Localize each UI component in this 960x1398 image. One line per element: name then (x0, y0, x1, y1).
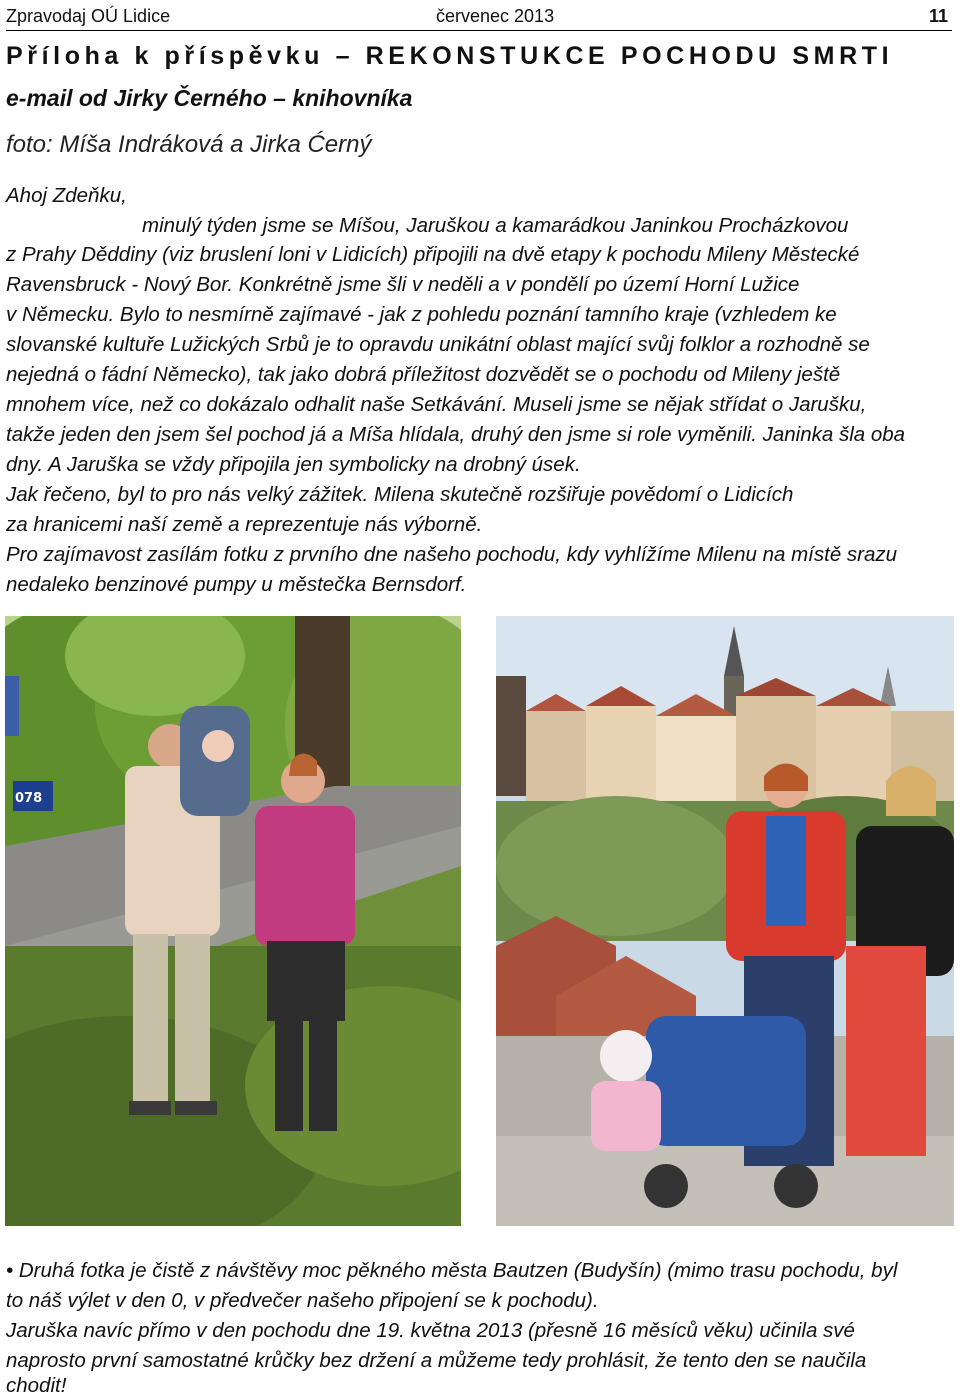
body-line: Pro zajímavost zasílám fotku z prvního dne našeho pochodu, kdy vyhlížíme Milenu na místě srazu (6, 543, 898, 566)
caption-line: to náš výlet v den 0, v předvečer našeho připojení se k pochodu). (6, 1289, 599, 1312)
publication-name: Zpravodaj OÚ Lidice (6, 6, 171, 26)
photo-bautzen-bridge (496, 616, 954, 1226)
caption-line: naprosto první samostatné krůčky bez držení a můžeme tedy prohlásit, že tento den se naučila (6, 1349, 867, 1372)
page-number: 11 (928, 6, 948, 26)
road-sign-number: 078 (15, 791, 43, 806)
page-header (6, 4, 952, 31)
body-line: Ravensbruck - Nový Bor. Konkrétně jsme šli v neděli a v pondělí po území Horní Lužice (6, 273, 800, 296)
body-line: za hranicemi naší země a reprezentuje nás výborně. (6, 513, 483, 536)
body-line: v Německu. Bylo to nesmírně zajímavé - jak z pohledu poznání tamního kraje (vzhledem ke (6, 303, 837, 326)
photo-hikers-roadside (5, 616, 461, 1226)
photo-credit: foto: Míša Indráková a Jirka Ćerný (6, 131, 372, 158)
caption-line: Jaruška navíc přímo v den pochodu dne 19. května 2013 (přesně 16 měsíců věku) učinila své (6, 1319, 855, 1342)
article-subtitle: e-mail od Jirky Černého – knihovníka (6, 85, 413, 111)
greeting: Ahoj Zdeňku, (6, 184, 127, 207)
caption-line: chodit! (6, 1374, 67, 1397)
body-line: slovanské kultuře Lužických Srbů je to opravdu unikátní oblast mající svůj folklor a rozhodně se (6, 333, 870, 356)
body-line: Jak řečeno, byl to pro nás velký zážitek. Milena skutečně rozšiřuje povědomí o Lidicích (6, 483, 794, 506)
body-line: dny. A Jaruška se vždy připojila jen symbolicky na drobný úsek. (6, 453, 581, 476)
body-line: z Prahy Děddiny (viz bruslení loni v Lidicích) připojili na dvě etapy k pochodu Mileny Městecké (6, 243, 860, 266)
body-line: mnohem více, než co dokázalo odhalit naše Setkávání. Museli jsme se nějak střídat o Jarušku, (6, 393, 867, 416)
body-line: nejedná o fádní Německo), tak jako dobrá příležitost dozvědět se o pochodu od Mileny ještě (6, 363, 841, 386)
issue-date: červenec 2013 (436, 6, 555, 26)
caption-line: • Druhá fotka je čistě z návštěvy moc pěkného města Bautzen (Budyšín) (mimo trasu pochodu, byl (6, 1259, 898, 1282)
body-line: nedaleko benzinové pumpy u městečka Bernsdorf. (6, 573, 467, 596)
article-title: Příloha k příspěvku – REKONSTUKCE POCHODU SMRTI (6, 42, 894, 70)
body-line: takže jeden den jsem šel pochod já a Míša hlídala, druhý den jsme si role vyměnili. Janinka šla oba (6, 423, 906, 446)
body-line: minulý týden jsme se Míšou, Jaruškou a kamarádkou Janinkou Procházkovou (142, 214, 849, 237)
